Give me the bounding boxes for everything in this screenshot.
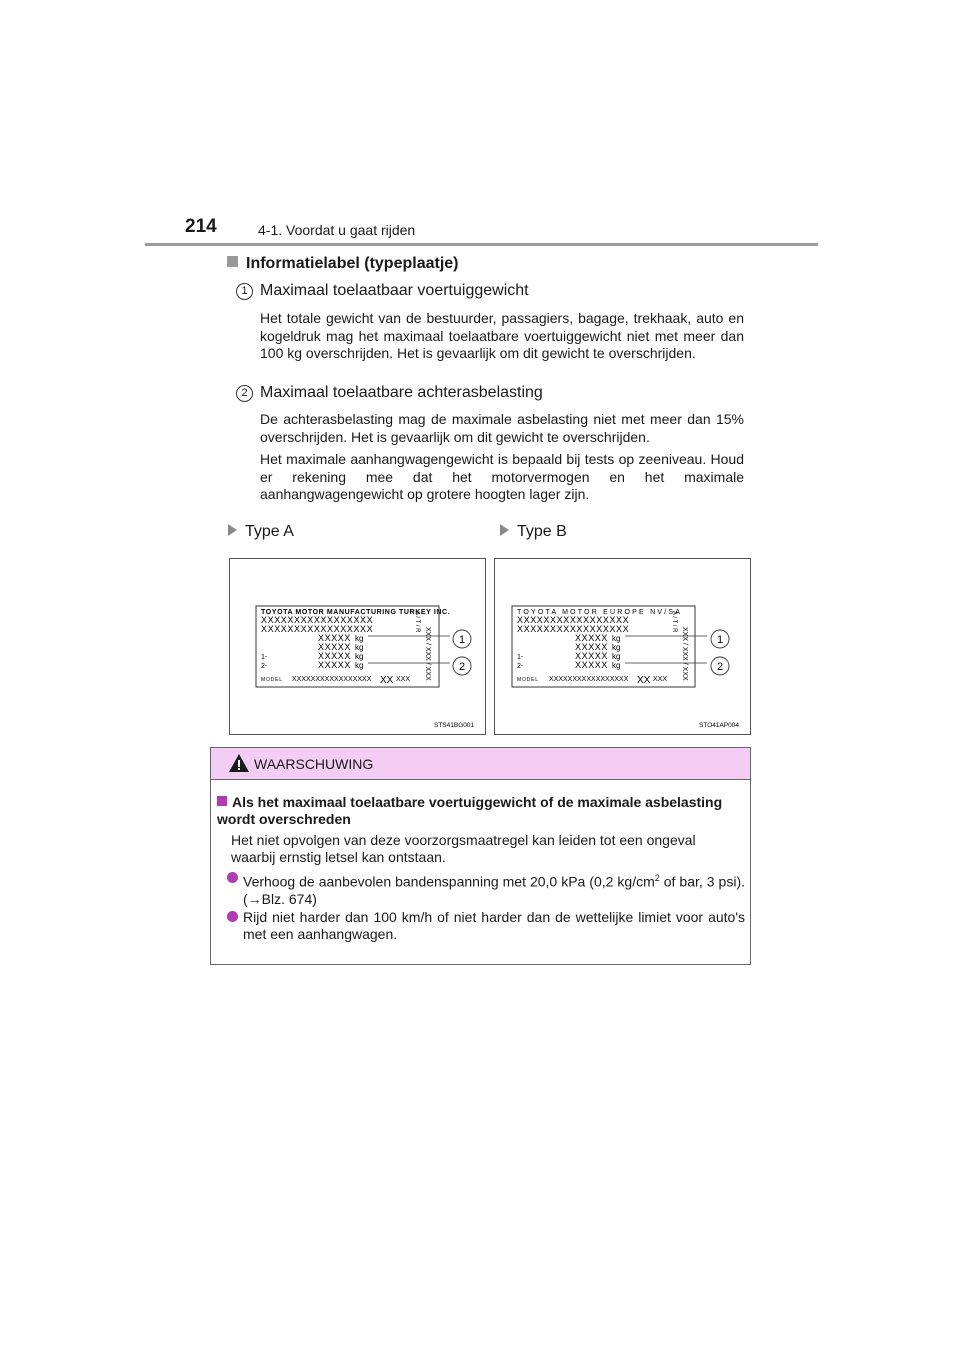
- bullet-1-text-post: of bar, 3 psi). (→Blz. 674): [243, 873, 745, 907]
- plate-kg-unit-3: kg: [355, 652, 364, 661]
- triangle-marker-icon: [500, 524, 509, 536]
- plate-kg-1: XXXXX: [318, 633, 352, 643]
- page-number: 214: [185, 216, 217, 237]
- square-bullet-icon: [217, 796, 227, 806]
- plate-axle-2: 2-: [261, 663, 268, 670]
- bullet-2-text: Rijd niet harder dan 100 km/h of niet harder dan de wettelijke limiet voor auto's met een aanhangwagen.: [243, 909, 745, 942]
- warning-bullet-2: [227, 909, 745, 943]
- plate-kg-unit-4: kg: [355, 661, 364, 670]
- callout-2: 2: [716, 661, 724, 673]
- bullet-1-text: Verhoog de aanbevolen bandenspanning met 20,0 kPa (0,2 kg/cm: [243, 873, 655, 890]
- section-title: 4-1. Voordat u gaat rijden: [258, 222, 416, 238]
- bullet-dot-icon: [227, 911, 238, 922]
- plate-model-xxx: XXX: [653, 676, 668, 683]
- plate-kg-2: XXXXX: [318, 642, 352, 652]
- item-1-title: [236, 282, 529, 300]
- warning-bold-heading: [217, 794, 745, 828]
- plate-side-values: XXX / XXX / XXX: [681, 627, 688, 681]
- warning-bold-text: Als het maximaal toelaatbare voertuiggewicht of de maximale asbelasting wordt overschreden: [217, 794, 723, 827]
- plate-kg-unit-2: kg: [355, 643, 364, 652]
- number-2-icon: 2: [236, 385, 253, 402]
- plate-kg-1: XXXXX: [575, 633, 609, 643]
- plate-manufacturer: TOYOTA MOTOR EUROPE NV/SA: [517, 609, 683, 616]
- warning-title: WAARSCHUWING: [254, 756, 374, 772]
- plate-model-label: MODEL: [517, 677, 539, 683]
- type-a-label: [228, 523, 294, 541]
- plate-kg-4: XXXXX: [575, 660, 609, 670]
- type-a-text: Type A: [245, 523, 294, 540]
- plate-kg-unit-2: kg: [612, 643, 621, 652]
- square-bullet-icon: [227, 256, 238, 267]
- callout-1: 1: [458, 634, 466, 646]
- item-2-text: De achterasbelasting mag de maximale asbelasting niet met meer dan 15% overschrijden. Het is gevaarlijk om dit gewicht te overschrijden.: [260, 411, 744, 445]
- figure-code-a: STS41BG001: [434, 722, 475, 729]
- type-b-label: [500, 523, 567, 541]
- item-2-text-2: Het maximale aanhangwagengewicht is bepaald bij tests op zeeniveau. Houd er rekening mee dat het motorvermogen en het maximale aanhangwagengewicht op grotere hoogten lager zijn.: [260, 451, 744, 502]
- figure-type-a: [229, 558, 486, 735]
- warning-bullet-1: [227, 870, 745, 908]
- plate-axle-1: 1-: [517, 654, 524, 661]
- plate-kg-unit-4: kg: [612, 661, 621, 670]
- callout-1: 1: [716, 634, 724, 646]
- plate-axle-1: 1-: [261, 654, 268, 661]
- plate-kg-unit-1: kg: [612, 634, 621, 643]
- plate-row-2: XXXXXXXXXXXXXXXXX: [261, 624, 374, 634]
- figure-code-b: STO41AP004: [699, 722, 739, 729]
- warning-text: Het niet opvolgen van deze voorzorgsmaatregel kan leiden tot een ongeval waarbij ernstig letsel kan ontstaan.: [231, 832, 696, 865]
- bullet-dot-icon: [227, 872, 238, 883]
- plate-model-value: XXXXXXXXXXXXXXXXX: [549, 676, 629, 683]
- plate-model-value: XXXXXXXXXXXXXXXXX: [292, 676, 372, 683]
- plate-kg-3: XXXXX: [575, 651, 609, 661]
- item-1-title-text: Maximaal toelaatbaar voertuiggewicht: [260, 282, 529, 299]
- plate-side-letters: A / T / R: [671, 611, 677, 633]
- warning-box: [210, 747, 751, 965]
- plate-model-xxx: XXX: [396, 676, 411, 683]
- plate-side-values: XXX / XXX / XXX: [424, 627, 431, 681]
- section-heading: [227, 255, 459, 273]
- item-2-title: [236, 384, 543, 402]
- figure-type-b: [494, 558, 751, 735]
- type-b-text: Type B: [517, 523, 567, 540]
- header-rule: [145, 243, 818, 246]
- plate-model-xx: XX: [637, 675, 651, 686]
- triangle-marker-icon: [228, 524, 237, 536]
- plate-manufacturer: TOYOTA MOTOR MANUFACTURING TURKEY INC.: [261, 609, 451, 616]
- plate-kg-3: XXXXX: [318, 651, 352, 661]
- plate-kg-2: XXXXX: [575, 642, 609, 652]
- plate-model-label: MODEL: [261, 677, 283, 683]
- plate-row-1: XXXXXXXXXXXXXXXXX: [517, 615, 630, 625]
- plate-row-1: XXXXXXXXXXXXXXXXX: [261, 615, 374, 625]
- bullet-1-sup: 2: [654, 873, 660, 883]
- item-1-text: Het totale gewicht van de bestuurder, passagiers, bagage, trekhaak, auto en kogeldruk mag het maximaal toelaatbare voertuiggewicht niet met meer dan 100 kg overschrijden. Het is gevaarlijk om dit gewicht te overschrijden.: [260, 310, 744, 361]
- heading-text: Informatielabel (typeplaatje): [246, 255, 459, 272]
- plate-model-xx: XX: [380, 675, 394, 686]
- warning-triangle-icon: [228, 753, 250, 773]
- callout-2: 2: [458, 661, 466, 673]
- number-1-icon: 1: [236, 283, 253, 300]
- plate-axle-2: 2-: [517, 663, 524, 670]
- warning-header: [211, 748, 750, 780]
- item-2-title-text: Maximaal toelaatbare achterasbelasting: [260, 384, 543, 401]
- plate-kg-4: XXXXX: [318, 660, 352, 670]
- plate-kg-unit-1: kg: [355, 634, 364, 643]
- plate-row-2: XXXXXXXXXXXXXXXXX: [517, 624, 630, 634]
- plate-side-letters: A / T / R: [414, 611, 420, 633]
- plate-kg-unit-3: kg: [612, 652, 621, 661]
